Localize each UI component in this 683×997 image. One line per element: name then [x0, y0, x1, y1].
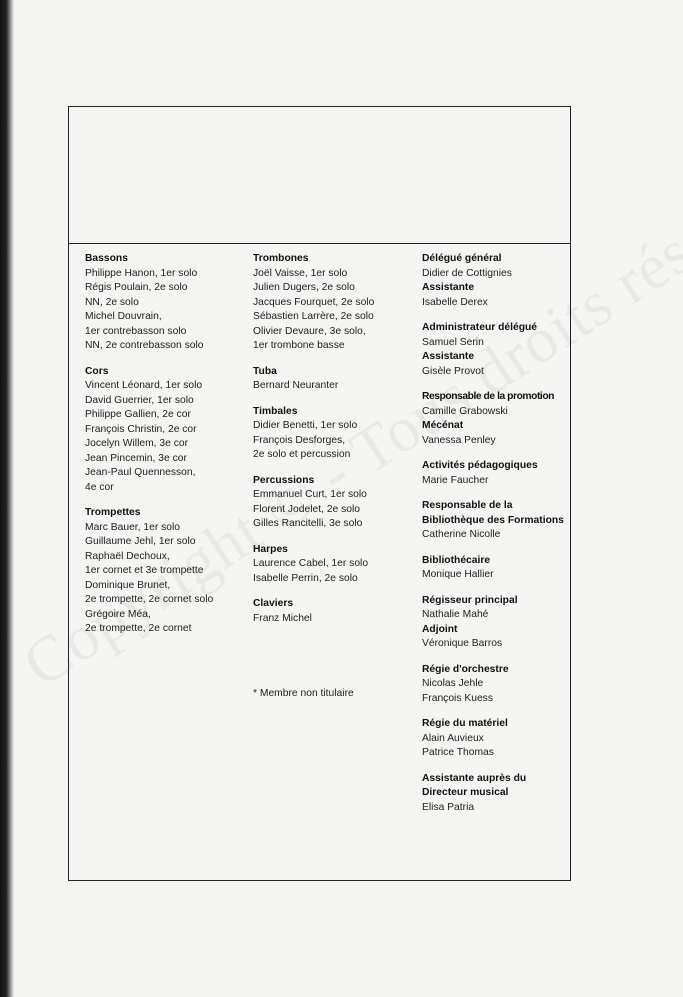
staff-name: Didier de Cottignies [422, 267, 512, 279]
column-administration [422, 252, 568, 826]
section-block [253, 543, 374, 587]
member-line: Jocelyn Willem, 3e cor [85, 438, 188, 449]
section-block [253, 474, 374, 532]
member-line: Didier Benetti, 1er solo [253, 420, 358, 431]
member-line: Laurence Cabel, 1er solo [253, 558, 369, 569]
member-line: Régis Poulain, 2e solo [85, 282, 188, 293]
staff-name: Marie Faucher [422, 474, 489, 486]
member-line: Florent Jodelet, 2e solo [253, 503, 361, 515]
member-line: 2e trompette, 2e cornet solo [85, 594, 214, 605]
member-line: Olivier Devaure, 3e solo, [253, 325, 366, 337]
role-title: Régisseur principal [422, 594, 518, 606]
role-title: Activités pédagogiques [422, 460, 538, 471]
member-line: NN, 2e solo [85, 296, 139, 308]
member-line: NN, 2e contrebasson solo [85, 340, 204, 351]
member-line: Jacques Fourquet, 2e solo [253, 296, 375, 308]
staff-name: François Kuess [422, 692, 493, 704]
member-line: Guillaume Jehl, 1er solo [85, 536, 196, 547]
member-line: 2e solo et percussion [253, 449, 351, 460]
section-title: Harpes [253, 543, 288, 555]
section-block [253, 252, 374, 354]
role-title: Responsable de la promotion [422, 391, 555, 402]
member-line: Joël Vaisse, 1er solo [253, 267, 348, 279]
role-title: Assistante [422, 282, 475, 293]
staff-name: Vanessa Penley [422, 434, 496, 446]
section-block [422, 499, 568, 543]
member-line: Philippe Hanon, 1er solo [85, 267, 198, 279]
member-line: 1er trombone basse [253, 340, 345, 351]
section-title: Trombones [253, 253, 309, 264]
role-title: Assistante [422, 351, 475, 362]
member-line: Raphaël Dechoux, [85, 550, 170, 562]
role-title: Régie du matériel [422, 718, 508, 729]
staff-name: Camille Grabowski [422, 405, 508, 417]
member-line: Jean-Paul Quennesson, [85, 467, 196, 478]
section-title: Percussions [253, 474, 315, 486]
section-block [422, 321, 568, 379]
member-line: François Desforges, [253, 434, 346, 446]
staff-name: Gisèle Provot [422, 365, 484, 377]
section-block [422, 772, 568, 816]
member-line: Sébastien Larrère, 2e solo [253, 311, 374, 322]
section-title: Bassons [85, 253, 128, 264]
section-block [253, 597, 374, 626]
column-musicians-2 [253, 252, 374, 637]
member-line: Franz Michel [253, 612, 312, 624]
role-title: Régie d'orchestre [422, 663, 509, 675]
footnote: * Membre non titulaire [253, 688, 354, 699]
member-line: Julien Dugers, 2e solo [253, 282, 355, 293]
section-title: Trompettes [85, 507, 141, 518]
member-line: Michel Douvrain, [85, 311, 162, 322]
role-title: Administrateur délégué [422, 322, 538, 333]
staff-name: Nathalie Mahé [422, 609, 489, 620]
section-block [253, 365, 374, 394]
member-line: 1er contrebasson solo [85, 325, 187, 337]
member-line: David Guerrier, 1er solo [85, 394, 194, 406]
member-line: Grégoire Méa, [85, 608, 151, 620]
section-title: Timbales [253, 405, 298, 417]
staff-name: Catherine Nicolle [422, 529, 501, 540]
staff-name: Nicolas Jehle [422, 678, 484, 689]
role-title: Responsable de la Bibliothèque des Formations [422, 500, 564, 526]
section-block [422, 459, 568, 488]
section-block [422, 663, 568, 707]
role-title: Adjoint [422, 623, 458, 635]
staff-name: Monique Hallier [422, 569, 494, 580]
section-block [422, 594, 568, 652]
section-block [422, 554, 568, 583]
staff-name: Patrice Thomas [422, 747, 494, 758]
role-title: Bibliothécaire [422, 554, 491, 566]
section-block [422, 717, 568, 761]
member-line: Marc Bauer, 1er solo [85, 521, 181, 533]
section-title: Cors [85, 365, 109, 377]
section-block [253, 405, 374, 463]
scan-edge [0, 0, 14, 997]
member-line: Jean Pincemin, 3e cor [85, 452, 187, 464]
staff-name: Samuel Serin [422, 336, 484, 348]
section-title: Claviers [253, 598, 294, 609]
role-title: Délégué général [422, 253, 502, 264]
member-line: 4e cor [85, 481, 114, 493]
section-block [422, 252, 568, 310]
member-line: Philippe Gallien, 2e cor [85, 409, 191, 420]
member-line: Vincent Léonard, 1er solo [85, 380, 203, 391]
section-block [85, 365, 213, 496]
section-block [85, 252, 213, 354]
section-block [85, 506, 213, 637]
member-line: François Christin, 2e cor [85, 423, 197, 435]
member-line: Emmanuel Curt, 1er solo [253, 489, 367, 500]
member-line: Isabelle Perrin, 2e solo [253, 572, 358, 584]
frame-divider [68, 243, 571, 244]
section-title: Tuba [253, 365, 277, 377]
staff-name: Alain Auvieux [422, 732, 484, 744]
member-line: Dominique Brunet, [85, 579, 171, 591]
staff-name: Véronique Barros [422, 638, 503, 649]
member-line: Gilles Rancitelli, 3e solo [253, 518, 363, 529]
role-title: Assistante auprès du Directeur musical [422, 772, 527, 798]
member-line: 2e trompette, 2e cornet [85, 623, 192, 634]
column-musicians-1 [85, 252, 213, 648]
member-line: 1er cornet et 3e trompette [85, 565, 204, 576]
staff-name: Elisa Patria [422, 801, 475, 813]
staff-name: Isabelle Derex [422, 296, 488, 308]
section-block [422, 390, 568, 448]
member-line: Bernard Neuranter [253, 380, 339, 391]
role-title: Mécénat [422, 420, 464, 431]
